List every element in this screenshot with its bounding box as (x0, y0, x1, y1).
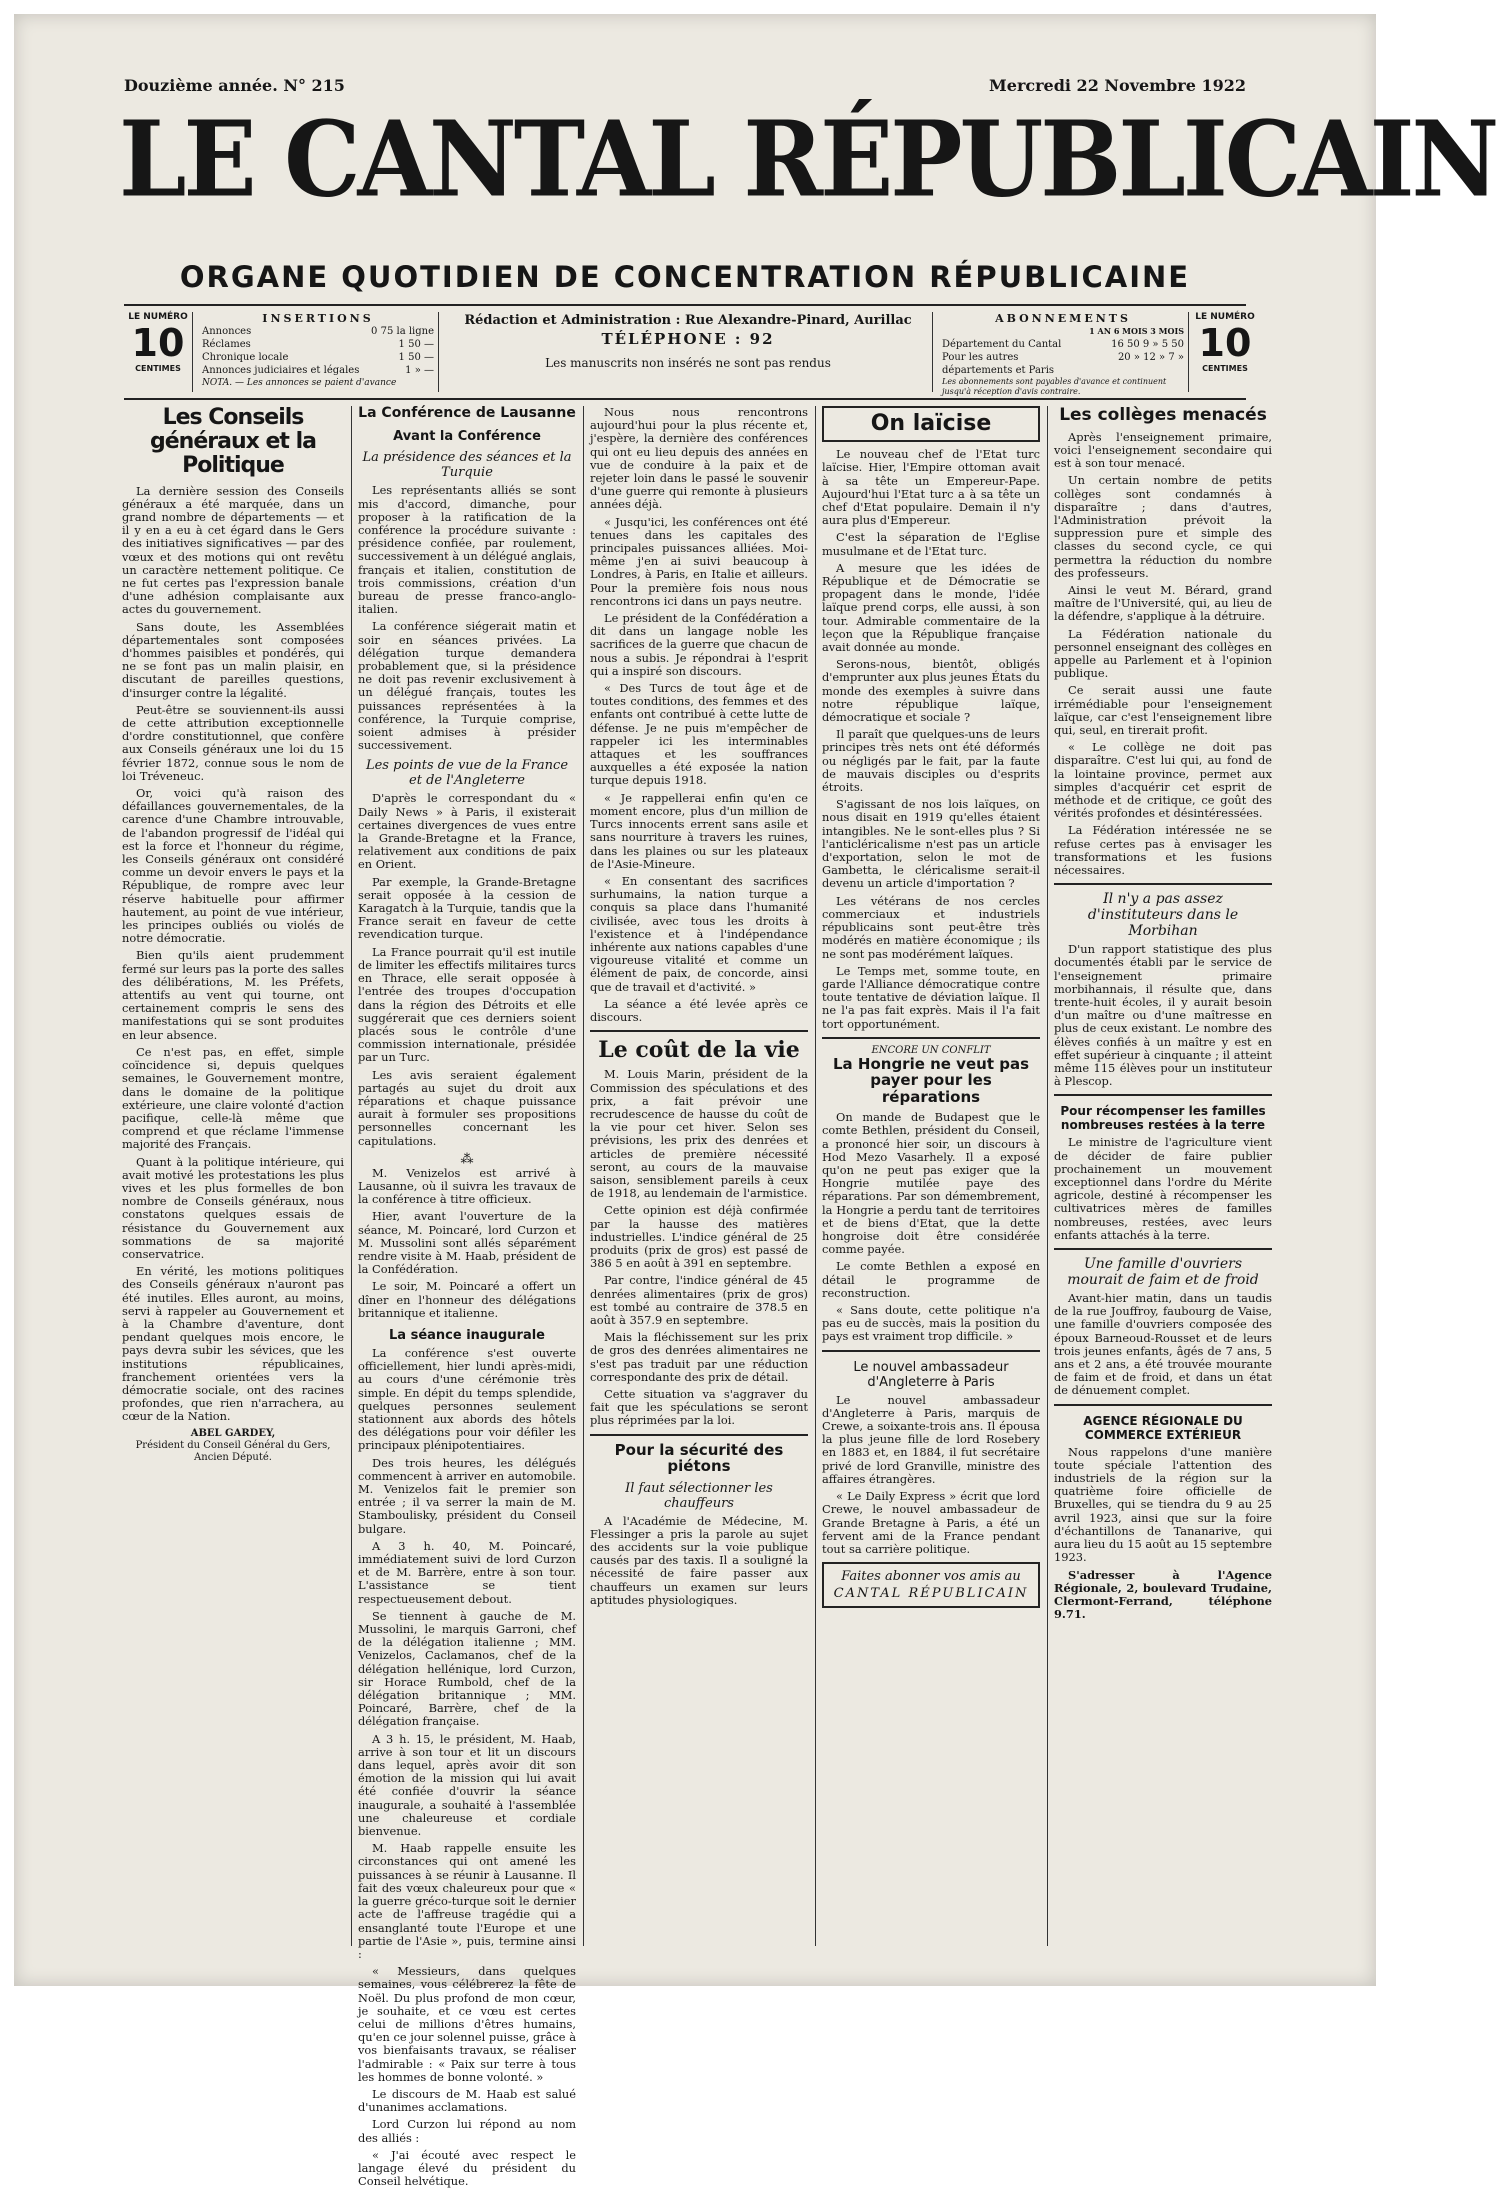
subheading: La séance inaugurale (389, 1327, 545, 1343)
paragraph: Le soir, M. Poincaré a offert un dîner en l'honneur des délégations britannique et italienne. (358, 1279, 576, 1320)
article-title: Pour la sécurité des piétons (614, 1440, 784, 1476)
paragraph: A 3 h. 40, M. Poincaré, immédiatement suivi de lord Curzon et de M. Barrère, entre à son tour. L'assistance se tient respectueusement debout. (358, 1538, 576, 1606)
signature-role: Président du Conseil Général du Gers, Ancien Député. (135, 1439, 331, 1463)
article-title: La Hongrie ne veut pas payer pour les réparations (833, 1054, 1029, 1106)
paragraph: La conférence siégerait matin et soir en séances privées. La délégation turque demandera probablement que, si la présidence ne doit pas revenir exclusivement à un délégué français, toutes les puissances représentées à la conférence, la Turquie comprise, soient admises à présider successivement. (358, 619, 576, 753)
paragraph: Ce n'est pas, en effet, simple coïncidence si, depuis quelques semaines, le Gouvernement montre, dans le domaine de la politique extérieure, une claire volonté d'action pacifique, celle-là même que comprend et que réclame l'immense majorité des Français. (122, 1044, 344, 1152)
article-title: Il n'y a pas assez d'instituteurs dans le Morbihan (1087, 891, 1239, 940)
abonnement-row: Pour les autres départements et Paris 20 » 12 » 7 » (942, 352, 1184, 376)
subheading: Il faut sélectionner les chauffeurs (625, 1480, 773, 1511)
insertion-row: Chronique locale 1 50 — (202, 352, 434, 363)
paragraph: La France pourrait qu'il est inutile de limiter les effectifs militaires turcs en Thrace, elle serait opposée à l'entrée des troupes d'occupation dans la région des Détroits et elle suggérerait que ces derniers soient placés sous le contrôle d'une commission internationale, présidée par un Turc. (358, 944, 576, 1065)
paragraph: D'un rapport statistique des plus documentés établi par le service de l'enseignement primaire morbihannais, il résulte que, dans trente-huit écoles, il y aurait besoin d'un maître ou d'une maîtresse en plus de ceux existant. Le nombre des élèves confiés à un maître y est en effet supérieur à cinquante ; il atteint même 115 élèves pour un instituteur à Plescop. (1054, 942, 1272, 1089)
paragraph: « Je rappellerai enfin qu'en ce moment encore, plus d'un million de Turcs innocents errent sans asile et sans nourriture à travers les ruines, dans les plaines ou sur les plateaux de l'Asie-Mineure. (590, 790, 808, 871)
paragraph: A mesure que les idées de République et de Démocratie se propagent dans le monde, l'idée laïque prend corps, elle aussi, à son tour. Admirable commentaire de la leçon que la République française avait donnée au monde. (822, 560, 1040, 655)
paragraph: Après l'enseignement primaire, voici l'enseignement secondaire qui est à son tour menacé. (1054, 429, 1272, 471)
abonnement-row: Département du Cantal 16 50 9 » 5 50 (942, 339, 1184, 350)
paragraph: Le président de la Confédération a dit dans un langage noble les sacrifices de la guerre que chacun de nous a subis. Je répondrai à l'esprit qui a inspiré son discours. (590, 611, 808, 678)
telephone: TÉLÉPHONE : 92 (601, 330, 775, 348)
title-box (822, 406, 1040, 442)
paragraph: Ce serait aussi une faute irrémédiable pour l'enseignement laïque, car c'est l'enseignement libre qui, seul, en tirerait profit. (1054, 683, 1272, 737)
column-5 (1054, 406, 1272, 1946)
paragraph: Le comte Bethlen a exposé en détail le programme de reconstruction. (822, 1259, 1040, 1300)
paragraph: Peut-être se souviennent-ils aussi de cette attribution exceptionnelle d'ordre constitutionnel, que confère aux Conseils généraux une loi du 15 février 1872, connue sous le nom de loi Tréveneuc. (122, 702, 344, 783)
abonnements-title: ABONNEMENTS (995, 312, 1131, 325)
subheading: ENCORE UN CONFLIT (871, 1044, 991, 1056)
issue-date: Mercredi 22 Novembre 1922 (989, 76, 1246, 95)
paragraph: M. Louis Marin, président de la Commission des spéculations et des prix, a fait prévoir une recrudescence de hausse du coût de la vie pour cet hiver. Selon ses prévisions, les prix des denrées et articles de première nécessité seront, au cours de la mauvaise saison, sensiblement pareils à ceux de 1918, au lendemain de l'armistice. (590, 1067, 808, 1201)
paragraph: Le nouveau chef de l'Etat turc laïcise. Hier, l'Empire ottoman avait à sa tête un Empereur-Pape. Aujourd'hui l'Etat turc a à sa tête un chef d'Etat populaire. Demain il n'y aura plus d'Empereur. (822, 447, 1040, 528)
paragraph: Nous rappelons d'une manière toute spéciale l'attention des industriels de la région sur la quatrième foire officielle de Bruxelles, qui se tiendra du 9 au 25 avril 1923, ainsi que sur la foire d'échantillons de Tananarive, qui aura lieu du 15 août au 15 septembre 1923. (1054, 1444, 1272, 1565)
masthead-subtitle: ORGANE QUOTIDIEN DE CONCENTRATION RÉPUBLICAINE (179, 260, 1191, 294)
paragraph: La Fédération nationale du personnel enseignant des collèges en appelle au Parlement et à l'opinion publique. (1054, 626, 1272, 681)
article-title: Une famille d'ouvriers mourait de faim et de froid (1067, 1256, 1259, 1289)
paragraph: Sans doute, les Assemblées départementales sont composées d'hommes paisibles et pondérés, qui ne se font pas un malin plaisir, en discutant de pareilles questions, d'insurger contre la légalité. (122, 619, 344, 700)
paragraph: Par exemple, la Grande-Bretagne serait opposée à la cession de Karagatch à la Turquie, tandis que la France serait en faveur de cette revendication turque. (358, 874, 576, 942)
paragraph: Les avis seraient également partagés au sujet du droit aux réparations et chaque puissance aurait à formuler ses propositions personnelles concernant les capitulations. (358, 1067, 576, 1148)
paragraph: La dernière session des Conseils généraux a été marquée, dans un grand nombre de départements — et il y en a eu à cet égard dans le Gers des initiatives significatives — par des vœux et des motions qui ont revêtu un caractère nettement politique. Ce ne fut certes pas l'expression banale d'une adhésion complaisante aux actes du gouvernement. (122, 483, 344, 617)
subheading: Les points de vue de la France et de l'Angleterre (365, 758, 569, 789)
paragraph: Cette situation va s'aggraver du fait que les spéculations se seront plus réprimées par la loi. (590, 1387, 808, 1428)
masthead-title: LE CANTAL RÉPUBLICAIN (119, 98, 1496, 221)
newspaper-page (14, 14, 1496, 2188)
insertions-box (198, 312, 439, 392)
paragraph: Ainsi le veut M. Bérard, grand maître de l'Université, qui, au lieu de la défendre, s'applique à la détruire. (1054, 582, 1272, 624)
paragraph: « Le Daily Express » écrit que lord Crewe, le nouvel ambassadeur de Grande Bretagne à Paris, a été un fervent ami de la France pendant tout sa carrière politique. (822, 1489, 1040, 1556)
price-unit: CENTIMES (1202, 364, 1248, 373)
manuscrits-note: Les manuscrits non insérés ne sont pas rendus (545, 356, 831, 370)
paragraph: Des trois heures, les délégués commencent à arriver en automobile. M. Venizelos fait le premier son entrée ; il va serrer la main de M. Stamboulisky, président du Conseil bulgare. (358, 1455, 576, 1536)
abonnements-note: Les abonnements sont payables d'avance et continuent jusqu'à réception d'avis contraire. (942, 377, 1167, 396)
separator-asterism: ⁂ (460, 1151, 474, 1167)
paragraph: Mais la fléchissement sur les prix de gros des denrées alimentaires ne s'est pas traduit par une réduction correspondante des prix de détail. (590, 1330, 808, 1384)
column-2 (358, 405, 576, 2188)
paragraph: « En consentant des sacrifices surhumains, la nation turque a conquis sa place dans l'humanité civilisée, avec tous les droits à l'existence et à l'indépendance inhérente aux nations capables d'une vigoureuse vitalité et comme un élément de paix, de concorde, ainsi que de travail et d'activité. » (590, 873, 808, 994)
article-title: AGENCE RÉGIONALE DU COMMERCE EXTÉRIEUR (1083, 1413, 1243, 1442)
paragraph: Se tiennent à gauche de M. Mussolini, le marquis Garroni, chef de la délégation italienne ; MM. Venizelos, Caclamanos, chef de la délégation hellénique, lord Curzon, sir Horace Rumbold, chef de la délégation britannique ; MM. Poincaré, Barrère, chef de la délégation française. (358, 1608, 576, 1729)
insertion-row: Annonces judiciaires et légales 1 » — (202, 365, 434, 376)
insertions-note: NOTA. — Les annonces se paient d'avance (202, 378, 397, 388)
paragraph: Hier, avant l'ouverture de la séance, M. Poincaré, lord Curzon et M. Mussolini sont allés séparément rendre visite à M. Haab, président de la Confédération. (358, 1209, 576, 1277)
subheading: La présidence des séances et la Turquie (362, 450, 572, 481)
paragraph: « Sans doute, cette politique n'a pas eu de succès, mais la position du pays est vraiment trop difficile. » (822, 1303, 1040, 1344)
paragraph: La Fédération intéressée ne se refuse certes pas à envisager les transformations et les fusions nécessaires. (1054, 823, 1272, 877)
paragraph: Cette opinion est déjà confirmée par la hausse des matières industrielles. L'indice général de 25 produits (prix de gros) est passé de 386 5 en août à 391 en septembre. (590, 1203, 808, 1271)
price-label: LE NUMÉRO (128, 312, 188, 322)
insertions-title: INSERTIONS (262, 312, 374, 325)
subheading: Avant la Conférence (393, 429, 541, 445)
paragraph: M. Haab rappelle ensuite les circonstances qui ont amené les puissances à se réunir à Lausanne. Il fait des vœux chaleureux pour que « la guerre gréco-turque soit le dernier acte de l'affreuse tragédie qui a ensanglanté toute l'Europe et une partie de l'Asie », puis, termine ainsi : (358, 1841, 576, 1961)
signature: ABEL GARDEY, (190, 1427, 276, 1439)
article-title: Le nouvel ambassadeur d'Angleterre à Paris (853, 1359, 1009, 1390)
column-3 (590, 406, 808, 1946)
issue-number: Douzième année. N° 215 (124, 76, 345, 95)
paragraph: Lord Curzon lui répond au nom des alliés : (358, 2117, 576, 2145)
paragraph: On mande de Budapest que le comte Bethlen, président du Conseil, a prononcé hier soir, un discours à Hod Mezo Vasarhely. Il a exposé qu'on ne peut pas exiger que la Hongrie mutilée paye des réparations. Par son démembrement, la Hongrie a perdu tant de territoires et de biens d'Etat, que la dette hongroise doit être considérée comme payée. (822, 1110, 1040, 1257)
redaction-box (444, 312, 933, 392)
paragraph: Nous nous rencontrons aujourd'hui pour la plus récente et, j'espère, la dernière des conférences qui ont eu lieu depuis des années en vue de conduire à la paix et de rejeter loin dans le passé le souvenir d'une guerre qui remonte à plusieurs années déjà. (590, 405, 808, 512)
paragraph: C'est la séparation de l'Eglise musulmane et de l'Etat turc. (822, 530, 1040, 558)
paragraph: Avant-hier matin, dans un taudis de la rue Jouffroy, faubourg de Vaise, une famille d'ouvriers composée des époux Barneoud-Rousset et de leurs trois jeunes enfants, âgés de 7 ans, 5 ans et 2 ans, a été trouvée mourante de faim et de froid, et dans un état de dénuement complet. (1054, 1291, 1272, 1398)
paragraph: A l'Académie de Médecine, M. Flessinger a pris la parole au sujet des accidents sur la voie publique causés par des taxis. Il a souligné la nécessité de faire passer aux chauffeurs un examen sur leurs aptitudes physiologiques. (590, 1513, 808, 1607)
insertion-row: Réclames 1 50 — (202, 339, 434, 350)
article-title: On laïcise (870, 411, 992, 436)
paragraph: « Le collège ne doit pas disparaître. C'est lui qui, au fond de la lointaine province, permet aux simples d'acquérir cet esprit de méthode et de critique, ce goût des vérités profondes et désintéressées. (1054, 740, 1272, 821)
paragraph: Les représentants alliés se sont mis d'accord, dimanche, pour proposer à la ratification de la conférence la procédure suivante : présidence confiée, par roulement, successivement à un délégué anglais, français et italien, constitution de trois commissions, création d'un bureau de presse franco-anglo-italien. (358, 483, 576, 617)
paragraph: S'adresser à l'Agence Régionale, 2, boulevard Trudaine, Clermont-Ferrand, téléphone 9.71. (1054, 1567, 1272, 1622)
price-box-right (1194, 312, 1256, 392)
paragraph: « J'ai écouté avec respect le langage élevé du président du Conseil helvétique. (358, 2147, 576, 2188)
price-value: 10 (1198, 321, 1252, 365)
article-title: Pour récompenser les familles nombreuses restées à la terre (1060, 1104, 1266, 1133)
paragraph: La séance a été levée après ce discours. (590, 996, 808, 1024)
article-title: Les collèges menacés (1059, 405, 1267, 425)
insertion-row: Annonces 0 75 la ligne (202, 326, 434, 337)
columns (122, 405, 1272, 2188)
price-value: 10 (131, 321, 185, 365)
price-label: LE NUMÉRO (1195, 312, 1255, 322)
paragraph: A 3 h. 15, le président, M. Haab, arrive à son tour et lit un discours dans lequel, après avoir dit son émotion de la mission qui lui avait été confiée d'ouvrir la séance inaugurale, a souhaité à l'assemblée une chaleureuse et cordiale bienvenue. (358, 1731, 576, 1839)
column-1 (122, 406, 344, 1946)
paragraph: Les vétérans de nos cercles commerciaux et industriels républicains sont peut-être très modérés en matière économique ; ils ne sont pas modérément laïques. (822, 893, 1040, 961)
paragraph: Par contre, l'indice général de 45 denrées alimentaires (prix de gros) est tombé au contraire de 378.5 en août à 357.9 en septembre. (590, 1273, 808, 1327)
price-unit: CENTIMES (135, 364, 181, 373)
article-title: La Conférence de Lausanne (358, 405, 576, 421)
paragraph: S'agissant de nos lois laïques, on nous disait en 1919 qu'elles étaient intangibles. Ne le sont-elles plus ? Si l'anticléricalisme n'est pas un article d'exportation, selon le mot de Gambetta, le cléricalisme serait-il devenu un article d'importation ? (822, 797, 1040, 891)
paragraph: Un certain nombre de petits collèges sont condamnés à disparaître ; dans d'autres, l'Administration prévoit la suppression pure et simple des classes du second cycle, ce qui permettra la réduction du nombre des professeurs. (1054, 473, 1272, 580)
column-4 (822, 406, 1040, 1946)
paragraph: M. Venizelos est arrivé à Lausanne, où il suivra les travaux de la conférence à titre officieux. (358, 1165, 576, 1207)
paragraph: Le ministre de l'agriculture vient de décider de faire publier prochainement un mouvement exceptionnel dans l'ordre du Mérite agricole, destiné à récompenser les cultivatrices mères de familles nombreuses, restées, avec leurs enfants attachés à la terre. (1054, 1135, 1272, 1242)
paragraph: Le nouvel ambassadeur d'Angleterre à Paris, marquis de Crewe, a soixante-trois ans. Il épousa la plus jeune fille de lord Rosebery en 1883 et, en 1884, il fut secrétaire privé de lord Granville, ministre des affaires étrangères. (822, 1392, 1040, 1486)
subscription-promo: Faites abonner vos amis au CANTAL RÉPUBLICAIN (822, 1562, 1040, 1608)
paragraph: D'après le correspondant du « Daily News » à Paris, il existerait certaines divergences de vues entre la Grande-Bretagne et la France, relativement aux conditions de paix en Orient. (358, 791, 576, 872)
paragraph: En vérité, les motions politiques des Conseils généraux n'auront pas été inutiles. Elles auront, au moins, servi à rappeler au Gouvernement et à la Chambre d'aventure, dont pendant quelques mois encore, le pays devra subir les sévices, que les institutions républicaines, franchement orientées vers la démocratie sociale, ont des racines profondes, que rien n'arrachera, au cœur de la Nation. (122, 1264, 344, 1424)
paragraph: La conférence s'est ouverte officiellement, hier lundi après-midi, au cours d'une cérémonie très simple. En dépit du temps splendide, quelques personnes seulement stationnent aux abords des hôtels des délégations pour voir défiler les principaux plénipotentiaires. (358, 1345, 576, 1453)
paragraph: Le discours de M. Haab est salué d'unanimes acclamations. (358, 2086, 576, 2115)
redaction-address: Rédaction et Administration : Rue Alexandre-Pinard, Aurillac (464, 313, 912, 328)
paragraph: « Des Turcs de tout âge et de toutes conditions, des femmes et des enfants ont contribué à cette lutte de défense. Je ne puis m'empêcher de rappeler ici les interminables attaques et les souffrances auxquelles a été exposée la nation turque depuis 1918. (590, 681, 808, 788)
abonnements-box (938, 312, 1189, 396)
paragraph: Quant à la politique intérieure, qui avait motivé les protestations les plus vives et les plus formelles de bon nombre de Conseils généraux, nous constatons quelques essais de résistance du Gouvernement aux sommations de sa majorité conservatrice. (122, 1154, 344, 1261)
abonnements-headers: 1 AN 6 MOIS 3 MOIS (1089, 326, 1184, 336)
paragraph: Le Temps met, somme toute, en garde l'Alliance démocratique contre toute tentative de déviation laïque. Il ne l'a pas fait exprès. Mais il l'a fait tort opportunément. (822, 963, 1040, 1031)
paragraph: Or, voici qu'à raison des défaillances gouvernementales, de la carence d'une Chambre introuvable, de l'abandon progressif de l'idéal qui est la force et l'honneur du régime, les Conseils généraux ont considéré comme un devoir envers le pays et la République, de rompre avec leur réserve habituelle pour affirmer hautement, au point de vue intérieur, les principes oubliés ou violés de notre démocratie. (122, 786, 344, 946)
paragraph: Bien qu'ils aient prudemment fermé sur leurs pas la porte des salles des délibérations, M. les Préfets, attentifs au vent qui tourne, ont certainement compris le sens des manifestations qui se sont produites en leur absence. (122, 948, 344, 1042)
article-title: Les Conseils généraux et la Politique (150, 405, 316, 479)
paragraph: Il paraît que quelques-uns de leurs principes très nets ont été déformés ou négligés par le fait, par la faute de mauvais disciples ou d'esprits étroits. (822, 727, 1040, 795)
paragraph: Serons-nous, bientôt, obligés d'emprunter aux plus jeunes États du monde des exemples à suivre dans notre république laïque, démocratique et sociale ? (822, 657, 1040, 725)
article-title: Le coût de la vie (598, 1037, 800, 1064)
price-box-left (124, 312, 193, 392)
paragraph: « Messieurs, dans quelques semaines, vous célébrerez la fête de Noël. Du plus profond de mon cœur, je souhaite, et ce vœu est certes celui de millions d'êtres humains, qu'en ce jour solennel puisse, grâce à vos bienfaisants travaux, se réaliser l'admirable : « Paix sur terre à tous les hommes de bonne volonté. » (358, 1964, 576, 2084)
paragraph: « Jusqu'ici, les conférences ont été tenues dans les capitales des principales puissances alliées. Moi-même j'en ai suivi beaucoup à Londres, à Paris, en Italie et ailleurs. Pour la première fois nous nous rencontrons ici dans un pays neutre. (590, 514, 808, 608)
info-bar (124, 304, 1255, 400)
